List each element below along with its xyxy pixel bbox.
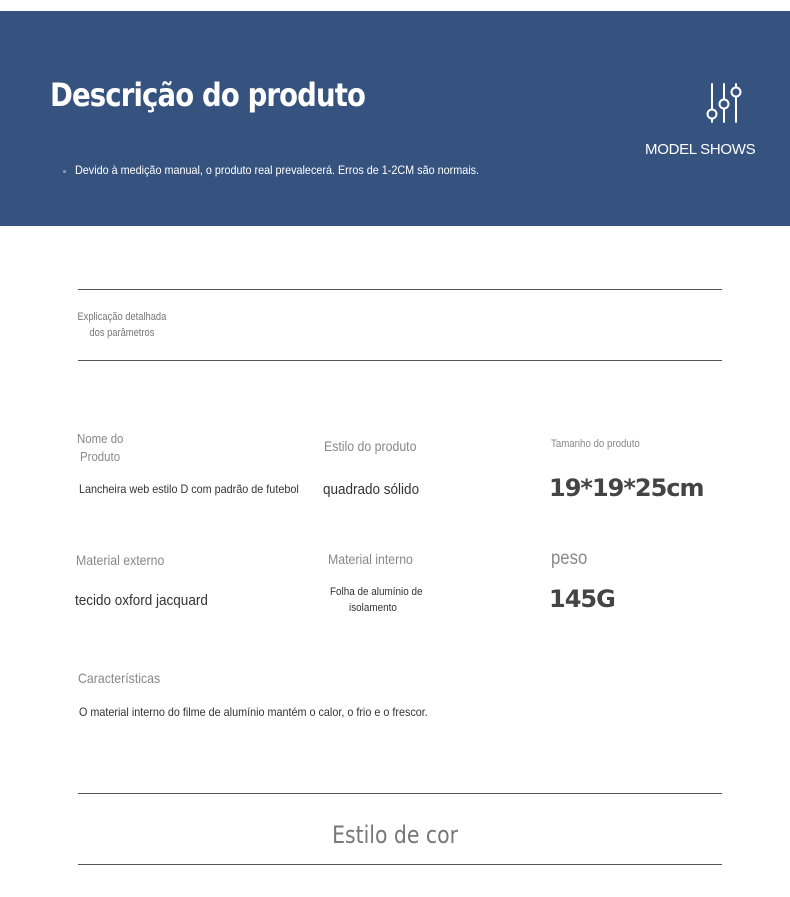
product-style-label: Estilo do produto bbox=[324, 438, 417, 454]
weight-value: 145G bbox=[549, 585, 615, 613]
divider-color-bottom bbox=[78, 864, 722, 865]
page-title: Descrição do produto bbox=[50, 76, 366, 114]
product-style-value: quadrado sólido bbox=[323, 481, 420, 498]
bullet-dot bbox=[63, 170, 66, 173]
features-value: O material interno do filme de alumínio mantém o calor, o frio e o frescor. bbox=[79, 705, 428, 719]
sliders-icon bbox=[705, 82, 745, 124]
params-section-title: Explicação detalhada dos parâmetros bbox=[77, 311, 167, 339]
product-name-value: Lancheira web estilo D com padrão de futebol bbox=[79, 482, 299, 496]
inner-material-value-line2: isolamento bbox=[349, 602, 397, 614]
measurement-disclaimer: Devido à medição manual, o produto real prevalecerá. Erros de 1-2CM são normais. bbox=[75, 163, 480, 177]
color-style-title bbox=[0, 821, 790, 849]
product-size-label: Tamanho do produto bbox=[551, 438, 640, 450]
divider-top bbox=[78, 289, 722, 290]
features-label: Características bbox=[78, 670, 161, 686]
weight-label: peso bbox=[551, 548, 588, 569]
model-shows-label: MODEL SHOWS bbox=[645, 141, 756, 158]
outer-material-value: tecido oxford jacquard bbox=[75, 592, 208, 609]
product-size-value: 19*19*25cm bbox=[549, 474, 704, 502]
inner-material-value-line1: Folha de alumínio de bbox=[330, 586, 423, 598]
color-style-title-text: Estilo de cor bbox=[332, 821, 458, 849]
inner-material-label: Material interno bbox=[328, 551, 413, 567]
header-banner bbox=[0, 11, 790, 226]
product-name-label-line2: Produto bbox=[80, 449, 121, 464]
product-name-label-line1: Nome do bbox=[77, 431, 124, 446]
divider-color-top bbox=[78, 793, 722, 794]
divider-params bbox=[78, 360, 722, 361]
outer-material-label: Material externo bbox=[76, 552, 165, 568]
